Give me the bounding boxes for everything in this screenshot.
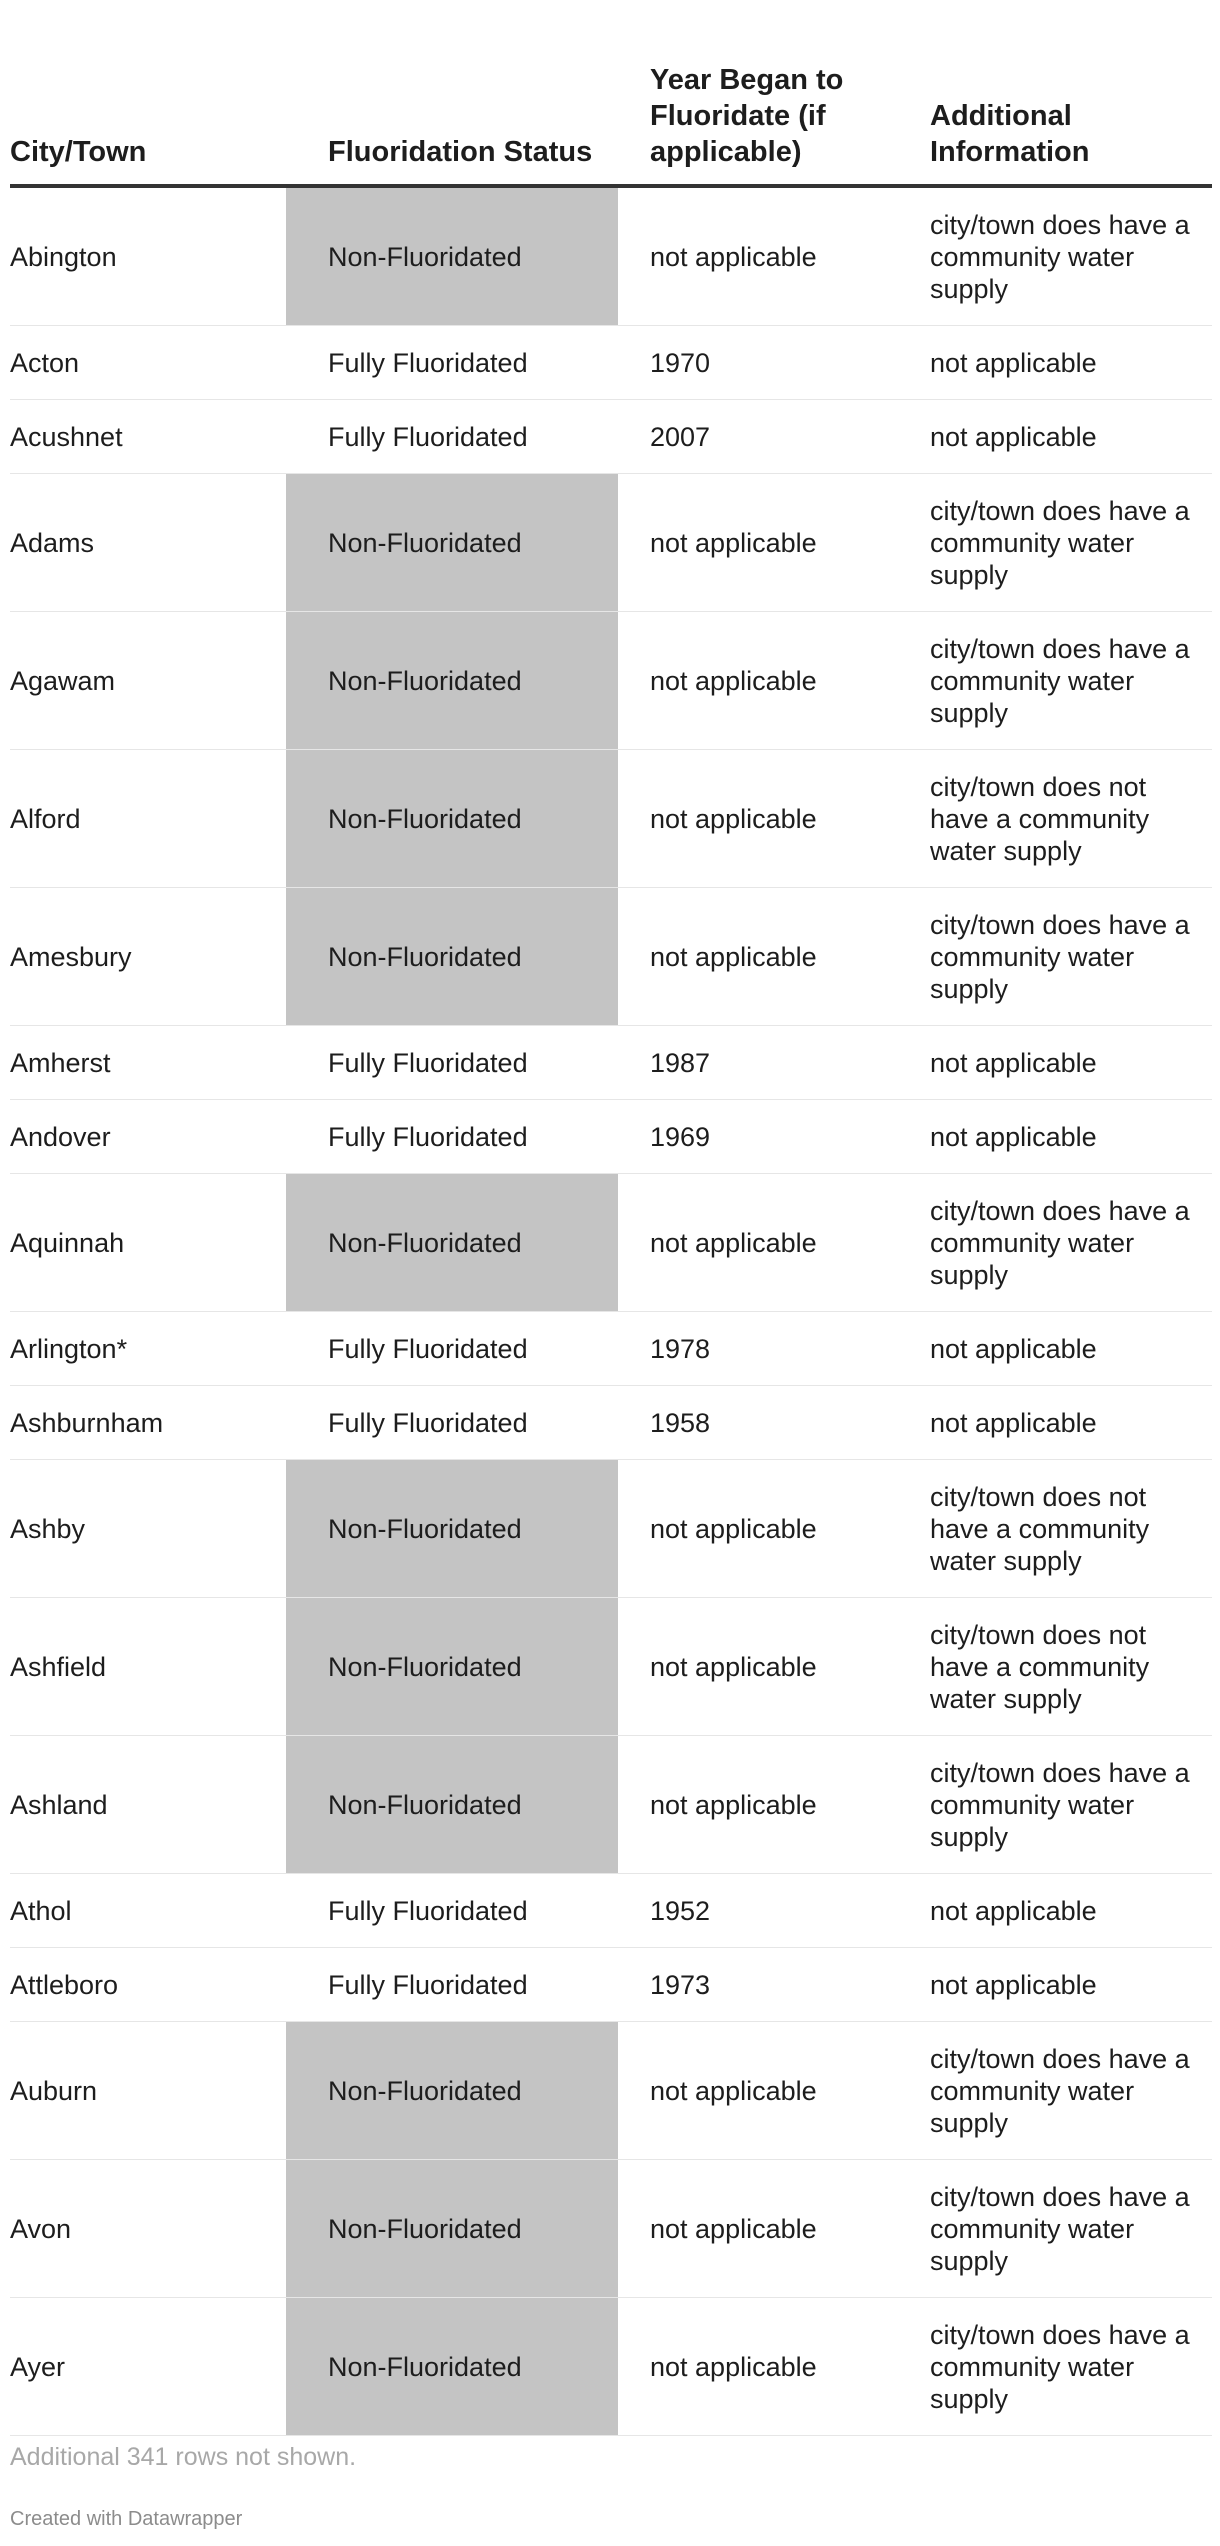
status-cell: Non-Fluoridated [286,1736,618,1874]
info-cell: not applicable [930,1386,1212,1460]
status-cell: Fully Fluoridated [286,1386,618,1460]
year-cell: not applicable [618,1598,930,1736]
info-cell: city/town does not have a community water supply [930,750,1212,888]
year-cell: not applicable [618,612,930,750]
table-row [10,1100,1212,1174]
year-cell: 2007 [618,400,930,474]
city-cell: Amherst [10,1026,286,1100]
table-row [10,1874,1212,1948]
table-row [10,474,1212,612]
table-header [10,0,1212,186]
city-cell: Adams [10,474,286,612]
year-cell: not applicable [618,474,930,612]
table-row [10,1174,1212,1312]
city-cell: Auburn [10,2022,286,2160]
year-cell: 1987 [618,1026,930,1100]
status-cell: Non-Fluoridated [286,474,618,612]
info-cell: not applicable [930,1948,1212,2022]
year-cell: not applicable [618,2298,930,2436]
table-row [10,612,1212,750]
status-cell: Non-Fluoridated [286,1460,618,1598]
table-row [10,750,1212,888]
info-cell: not applicable [930,326,1212,400]
year-cell: not applicable [618,2160,930,2298]
column-header-status[interactable]: Fluoridation Status [286,0,618,186]
status-cell: Non-Fluoridated [286,612,618,750]
status-cell: Non-Fluoridated [286,888,618,1026]
info-cell: city/town does have a community water supply [930,474,1212,612]
city-cell: Agawam [10,612,286,750]
info-cell: city/town does have a community water supply [930,1174,1212,1312]
table-row [10,186,1212,326]
info-cell: city/town does not have a community water supply [930,1598,1212,1736]
table-row [10,326,1212,400]
info-cell: city/town does have a community water supply [930,2022,1212,2160]
table-row [10,2022,1212,2160]
status-cell: Fully Fluoridated [286,1874,618,1948]
year-cell: not applicable [618,1460,930,1598]
city-cell: Andover [10,1100,286,1174]
city-cell: Attleboro [10,1948,286,2022]
city-cell: Ashby [10,1460,286,1598]
table-row [10,1026,1212,1100]
info-cell: not applicable [930,1874,1212,1948]
status-cell: Non-Fluoridated [286,186,618,326]
table-row [10,1598,1212,1736]
info-cell: city/town does have a community water supply [930,186,1212,326]
year-cell: not applicable [618,1174,930,1312]
column-header-city[interactable]: City/Town [10,0,286,186]
city-cell: Arlington* [10,1312,286,1386]
year-cell: 1969 [618,1100,930,1174]
status-cell: Non-Fluoridated [286,2298,618,2436]
status-cell: Fully Fluoridated [286,1100,618,1174]
table-row [10,888,1212,1026]
city-cell: Ashburnham [10,1386,286,1460]
datawrapper-credit[interactable]: Created with Datawrapper [10,2508,243,2530]
year-cell: not applicable [618,1736,930,1874]
year-cell: 1958 [618,1386,930,1460]
status-cell: Non-Fluoridated [286,2160,618,2298]
info-cell: not applicable [930,1026,1212,1100]
info-cell: city/town does not have a community water supply [930,1460,1212,1598]
status-cell: Non-Fluoridated [286,1598,618,1736]
status-cell: Non-Fluoridated [286,2022,618,2160]
city-cell: Acushnet [10,400,286,474]
table-row [10,2298,1212,2436]
city-cell: Aquinnah [10,1174,286,1312]
table-row [10,2160,1212,2298]
status-cell: Fully Fluoridated [286,1312,618,1386]
fluoridation-table-container [10,0,1212,2436]
info-cell: city/town does have a community water supply [930,612,1212,750]
year-cell: not applicable [618,888,930,1026]
rows-not-shown-note: Additional 341 rows not shown. [10,2443,357,2471]
info-cell: city/town does have a community water supply [930,2160,1212,2298]
table-body [10,186,1212,2436]
year-cell: 1973 [618,1948,930,2022]
status-cell: Non-Fluoridated [286,750,618,888]
table-row [10,1460,1212,1598]
year-cell: 1978 [618,1312,930,1386]
year-cell: 1952 [618,1874,930,1948]
table-row [10,400,1212,474]
city-cell: Alford [10,750,286,888]
table-row [10,1736,1212,1874]
year-cell: 1970 [618,326,930,400]
year-cell: not applicable [618,2022,930,2160]
info-cell: city/town does have a community water supply [930,888,1212,1026]
status-cell: Fully Fluoridated [286,1026,618,1100]
header-row [10,0,1212,186]
city-cell: Athol [10,1874,286,1948]
city-cell: Ayer [10,2298,286,2436]
year-cell: not applicable [618,186,930,326]
table-row [10,1948,1212,2022]
status-cell: Fully Fluoridated [286,400,618,474]
city-cell: Acton [10,326,286,400]
status-cell: Fully Fluoridated [286,326,618,400]
info-cell: not applicable [930,400,1212,474]
table-row [10,1386,1212,1460]
city-cell: Abington [10,186,286,326]
city-cell: Ashland [10,1736,286,1874]
status-cell: Fully Fluoridated [286,1948,618,2022]
status-cell: Non-Fluoridated [286,1174,618,1312]
city-cell: Amesbury [10,888,286,1026]
fluoridation-table [10,0,1212,2436]
info-cell: city/town does have a community water supply [930,1736,1212,1874]
column-header-year[interactable]: Year Began to Fluoridate (if applicable) [618,0,930,186]
year-cell: not applicable [618,750,930,888]
city-cell: Ashfield [10,1598,286,1736]
info-cell: not applicable [930,1100,1212,1174]
city-cell: Avon [10,2160,286,2298]
info-cell: not applicable [930,1312,1212,1386]
table-row [10,1312,1212,1386]
info-cell: city/town does have a community water supply [930,2298,1212,2436]
column-header-info[interactable]: Additional Information [930,0,1212,186]
